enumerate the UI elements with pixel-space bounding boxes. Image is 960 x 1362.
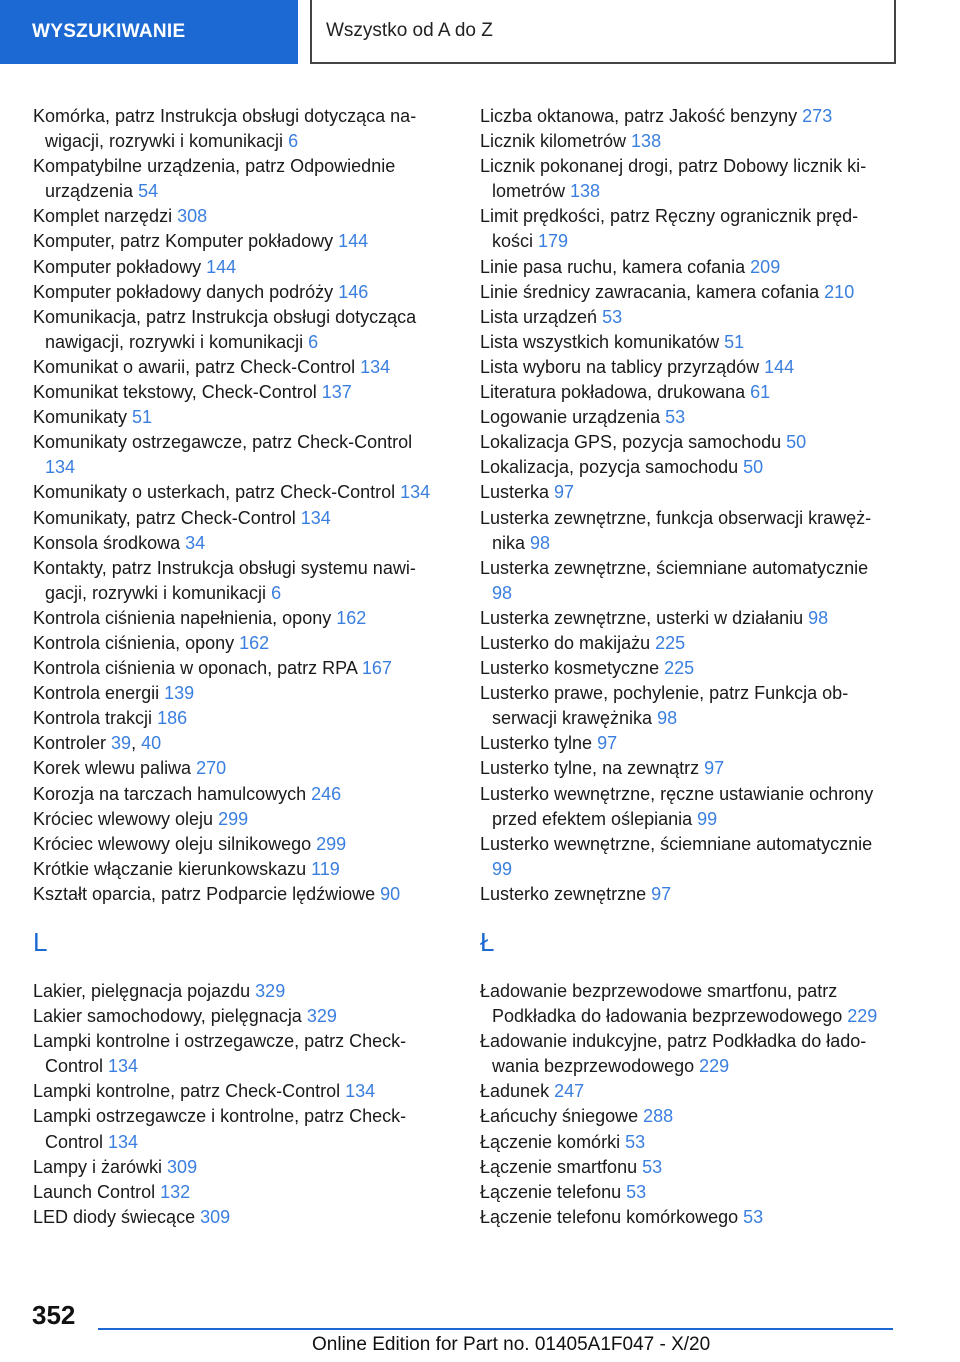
section-heading: Ł <box>480 927 495 957</box>
index-entry-text: Licznik kilometrów <box>480 131 632 152</box>
page-link[interactable]: 299 <box>316 833 347 854</box>
page-link[interactable]: 53 <box>665 407 686 428</box>
index-entry-text: Komputer pokładowy <box>33 256 207 277</box>
index-entry-text: Króciec wlewowy oleju silnikowego <box>33 833 317 854</box>
index-entry-text: Korek wlewu paliwa <box>33 758 197 779</box>
index-entry <box>33 380 443 405</box>
index-entry-text: Lampki kontrolne, patrz Check-Control <box>33 1081 346 1102</box>
page-link[interactable]: 134 <box>108 1131 139 1152</box>
page-link[interactable]: 53 <box>626 1181 647 1202</box>
index-entry-text: Komunikaty <box>33 407 133 428</box>
page-link[interactable]: 39 <box>111 733 132 754</box>
index-entry-text: LED diody świecące <box>33 1206 201 1227</box>
index-entry-text: Lampki ostrzegawcze i kontrolne, patrz Check-Control <box>33 1106 407 1152</box>
index-entry-text: Lusterko zewnętrzne <box>480 883 652 904</box>
page-link[interactable]: 40 <box>141 733 162 754</box>
index-entry-text: Komunikacja, patrz Instrukcja obsługi dotycząca nawigacji, rozrywki i komunikacji <box>33 306 417 352</box>
index-entry-text: Komplet narzędzi <box>33 206 178 227</box>
index-entry <box>480 1079 890 1104</box>
index-entry-text: Kontrola ciśnienia w oponach, patrz RPA <box>33 658 362 679</box>
index-entry-text: Lakier, pielęgnacja pojazdu <box>33 981 256 1001</box>
index-entry-text: Lakier samochodowy, pielęgnacja <box>33 1006 307 1027</box>
page-link[interactable]: 162 <box>239 632 270 653</box>
index-entry-text: Lista wszystkich komunikatów <box>480 331 725 352</box>
page-link[interactable]: 167 <box>361 658 392 679</box>
page-link[interactable]: 210 <box>824 281 855 302</box>
index-entry <box>33 656 443 681</box>
page-link[interactable]: 229 <box>699 1056 730 1077</box>
index-entry-text: Kształt oparcia, patrz Podparcie lędźwiowe <box>33 883 381 904</box>
index-entry <box>33 305 443 355</box>
index-entry <box>480 355 890 380</box>
page-link[interactable]: 6 <box>308 331 319 352</box>
index-entry <box>480 1029 890 1079</box>
page-link[interactable]: 299 <box>218 808 249 829</box>
index-entry-text: Lusterko prawe, pochylenie, patrz Funkcja obserwacji krawężnika <box>480 683 849 729</box>
index-entry <box>480 305 890 330</box>
page-link[interactable]: 97 <box>651 883 672 904</box>
index-entry <box>480 204 890 254</box>
page-link[interactable]: 225 <box>655 632 686 653</box>
index-entry-text: Lusterka zewnętrzne, funkcja obserwacji krawężnika <box>480 507 872 553</box>
index-column-right <box>480 104 890 1230</box>
page-link[interactable]: 225 <box>664 658 695 679</box>
page-link[interactable]: 309 <box>200 1206 231 1227</box>
page-title-text: Wszystko od A do Z <box>326 20 493 41</box>
page-link[interactable]: 6 <box>271 582 282 603</box>
page-link[interactable]: 179 <box>538 231 569 252</box>
page-link[interactable]: 50 <box>743 457 764 478</box>
page-link[interactable]: 144 <box>338 231 369 252</box>
index-entry-text: Logowanie urządzenia <box>480 407 666 428</box>
page-link[interactable]: 53 <box>743 1206 764 1227</box>
index-entry <box>480 656 890 681</box>
index-entry <box>480 606 890 631</box>
index-entry-text: Lokalizacja, pozycja samochodu <box>480 457 744 478</box>
index-entry <box>480 756 890 781</box>
page-link[interactable]: 97 <box>554 482 575 503</box>
index-entry <box>480 832 890 882</box>
page-link[interactable]: 137 <box>321 382 352 403</box>
page-link[interactable]: 162 <box>336 607 367 628</box>
page-link[interactable]: 61 <box>750 382 771 403</box>
index-entry <box>480 631 890 656</box>
index-entry <box>480 1155 890 1180</box>
page-link[interactable]: 99 <box>492 858 513 879</box>
page-link[interactable]: 119 <box>311 858 340 879</box>
page-link[interactable]: 51 <box>132 407 153 428</box>
index-entry <box>33 1180 443 1205</box>
index-entry-text: Komunikaty ostrzegawcze, patrz Check-Control <box>33 432 413 453</box>
page-link[interactable]: 209 <box>750 256 781 277</box>
page-link[interactable]: 90 <box>380 883 401 904</box>
index-entry <box>480 280 890 305</box>
index-entry <box>33 706 443 731</box>
index-entry-text: Ładowanie bezprzewodowe smartfonu, patrz Podkładka do ładowania bezprzewodowego <box>480 981 848 1027</box>
section-tab-label: WYSZUKIWANIE <box>32 21 186 42</box>
index-entry <box>33 255 443 280</box>
index-entry <box>33 807 443 832</box>
page-link[interactable]: 329 <box>306 1006 337 1027</box>
page-link[interactable]: 98 <box>492 582 513 603</box>
index-entry-text: Łączenie telefonu komórkowego <box>480 1206 744 1227</box>
section-heading: L <box>33 927 48 957</box>
index-entry-text: Komunikat tekstowy, Check-Control <box>33 382 322 403</box>
index-entry <box>33 882 443 907</box>
index-entry <box>480 330 890 355</box>
index-entry-text: Kontrola energii <box>33 683 165 704</box>
index-entry-text: Korozja na tarczach hamulcowych <box>33 783 312 804</box>
index-entry-text: Ładunek <box>480 1081 555 1102</box>
index-entry <box>480 1130 890 1155</box>
index-entry <box>33 405 443 430</box>
page-link[interactable]: 6 <box>288 131 299 152</box>
index-entry <box>480 681 890 731</box>
page-link[interactable]: 186 <box>157 708 188 729</box>
page-number: 352 <box>32 1300 76 1330</box>
index-entry-text: Lusterko kosmetyczne <box>480 658 665 679</box>
index-entry <box>480 255 890 280</box>
page-link[interactable]: 53 <box>602 306 623 327</box>
index-entry <box>33 1079 443 1104</box>
index-entry <box>33 857 443 882</box>
index-entry-text: Ładowanie indukcyjne, patrz Podkładka do ładowania bezprzewodowego <box>480 1031 867 1077</box>
index-entry-text: Kontroler <box>33 733 112 754</box>
index-entry <box>33 204 443 229</box>
index-entry: Kontroler 39, 40 <box>33 733 162 754</box>
page-link[interactable]: 53 <box>625 1131 646 1152</box>
index-entry-text: Limit prędkości, patrz Ręczny ogranicznik prędkości <box>480 206 859 252</box>
index-entry <box>33 480 443 505</box>
page-link[interactable]: 273 <box>802 106 833 126</box>
index-entry <box>33 104 443 154</box>
page-link[interactable]: 270 <box>196 758 227 779</box>
index-entry-text: Łączenie komórki <box>480 1131 626 1152</box>
page-link[interactable]: 99 <box>697 808 718 829</box>
index-entry <box>33 229 443 254</box>
page-link[interactable]: 134 <box>360 356 391 377</box>
index-entry-text: Kontrola ciśnienia napełnienia, opony <box>33 607 337 628</box>
index-entry <box>33 606 443 631</box>
page-link[interactable]: 146 <box>338 281 369 302</box>
index-entry <box>33 1104 443 1154</box>
index-entry-text: Komunikaty, patrz Check-Control <box>33 507 301 528</box>
index-entry-text: Licznik pokonanej drogi, patrz Dobowy licznik kilometrów <box>480 156 867 202</box>
index-entry-text: Lista wyboru na tablicy przyrządów <box>480 356 765 377</box>
index-entry <box>33 782 443 807</box>
page-link[interactable]: 144 <box>206 256 237 277</box>
index-entry-text: Komunikaty o usterkach, patrz Check-Control <box>33 482 401 503</box>
index-entry-text: Komputer pokładowy danych podróży <box>33 281 339 302</box>
index-entry-text: Lusterko wewnętrzne, ręczne ustawianie ochrony przed efektem oślepiania <box>480 783 874 829</box>
index-entry <box>33 1029 443 1079</box>
index-entry <box>480 104 890 129</box>
index-entry-text: Lampki kontrolne i ostrzegawcze, patrz Check-Control <box>33 1031 407 1077</box>
page-link[interactable]: 51 <box>724 331 745 352</box>
page-link[interactable]: 138 <box>631 131 662 152</box>
page-link[interactable]: 53 <box>642 1156 663 1177</box>
index-entry <box>480 129 890 154</box>
index-entry <box>33 832 443 857</box>
index-entry <box>480 979 890 1029</box>
index-entry <box>33 556 443 606</box>
index-entry-text: Lampy i żarówki <box>33 1156 168 1177</box>
index-entry <box>33 1155 443 1180</box>
page-link[interactable]: 134 <box>400 482 431 503</box>
index-entry-text: Króciec wlewowy oleju <box>33 808 219 829</box>
index-entry-text: Krótkie włączanie kierunkowskazu <box>33 858 312 879</box>
index-entry-text: Linie średnicy zawracania, kamera cofania <box>480 281 825 302</box>
index-entry <box>33 756 443 781</box>
page-link[interactable]: 34 <box>185 532 206 553</box>
index-entry-text: Kontrola trakcji <box>33 708 158 729</box>
index-entry <box>480 430 890 455</box>
index-entry-text: Konsola środkowa <box>33 532 186 553</box>
page-link[interactable]: 98 <box>657 708 678 729</box>
page-link[interactable]: 97 <box>597 733 618 754</box>
page-link[interactable]: 308 <box>177 206 208 227</box>
index-entry <box>480 506 890 556</box>
page-link[interactable]: 288 <box>643 1106 674 1127</box>
page-link[interactable]: 329 <box>255 981 286 1001</box>
page-link[interactable]: 229 <box>847 1006 878 1027</box>
index-entry <box>480 405 890 430</box>
index-entry-text: Lusterko tylne, na zewnątrz <box>480 758 705 779</box>
page-link[interactable]: 98 <box>530 532 551 553</box>
index-entry <box>480 380 890 405</box>
index-entry-text: Lusterko tylne <box>480 733 598 754</box>
index-entry-text: Launch Control <box>33 1181 161 1202</box>
index-entry-text: Lusterka zewnętrzne, usterki w działaniu <box>480 607 809 628</box>
index-entry <box>480 455 890 480</box>
page-link[interactable]: 98 <box>808 607 829 628</box>
index-entry-text: Łączenie smartfonu <box>480 1156 643 1177</box>
index-entry-text: Lista urządzeń <box>480 306 603 327</box>
index-entry-text: Kontakty, patrz Instrukcja obsługi systemu nawigacji, rozrywki i komunikacji <box>33 557 416 603</box>
page-link[interactable]: 134 <box>45 457 76 478</box>
page-link[interactable]: 97 <box>704 758 725 779</box>
index-entry <box>33 154 443 204</box>
index-entry <box>480 1104 890 1129</box>
index-entry <box>33 531 443 556</box>
page-link[interactable]: 54 <box>138 181 159 202</box>
index-entry <box>480 731 890 756</box>
index-entry <box>480 480 890 505</box>
page-link[interactable]: 138 <box>570 181 601 202</box>
index-entry <box>480 1180 890 1205</box>
index-entry <box>480 882 890 907</box>
index-entry <box>33 681 443 706</box>
index-entry-text: Lusterko do makijażu <box>480 632 656 653</box>
index-entry-text: Komputer, patrz Komputer pokładowy <box>33 231 339 252</box>
page-link[interactable]: 134 <box>300 507 331 528</box>
page-link[interactable]: 246 <box>311 783 342 804</box>
index-entry-text: Lusterko wewnętrzne, ściemniane automatycznie <box>480 833 873 854</box>
index-entry <box>33 355 443 380</box>
index-entry-text: Lusterka zewnętrzne, ściemniane automatycznie <box>480 557 869 578</box>
index-entry-text: Kompatybilne urządzenia, patrz Odpowiednie urządzenia <box>33 156 396 202</box>
index-entry <box>480 154 890 204</box>
page-link[interactable]: 247 <box>554 1081 585 1102</box>
index-entry <box>33 280 443 305</box>
index-entry <box>480 556 890 606</box>
page-link[interactable]: 132 <box>160 1181 191 1202</box>
page-link[interactable]: 309 <box>167 1156 198 1177</box>
index-entry-text: Łączenie telefonu <box>480 1181 627 1202</box>
index-entry <box>33 631 443 656</box>
index-entry-text: Komórka, patrz Instrukcja obsługi dotycząca nawigacji, rozrywki i komunikacji <box>33 106 417 152</box>
index-entry <box>33 979 443 1004</box>
page-link[interactable]: 50 <box>786 432 807 453</box>
index-entry-text: Linie pasa ruchu, kamera cofania <box>480 256 751 277</box>
page-link[interactable]: 134 <box>345 1081 376 1102</box>
index-entry-text: Liczba oktanowa, patrz Jakość benzyny <box>480 106 803 126</box>
index-entry <box>33 1004 443 1029</box>
index-entry <box>33 1205 443 1230</box>
page-title <box>312 0 896 64</box>
index-entry-text: Literatura pokładowa, drukowana <box>480 382 751 403</box>
section-tab[interactable] <box>0 0 298 64</box>
index-entry <box>480 782 890 832</box>
index-entry <box>33 430 443 480</box>
page-link[interactable]: 144 <box>764 356 795 377</box>
footer-divider <box>98 1328 893 1330</box>
page-link[interactable]: 139 <box>164 683 195 704</box>
index-entry <box>33 506 443 531</box>
index-entry-text: Lusterka <box>480 482 555 503</box>
index-entry <box>480 1205 890 1230</box>
footer-edition: Online Edition for Part no. 01405A1F047 - X/20 <box>312 1334 711 1355</box>
page-link[interactable]: 134 <box>108 1056 139 1077</box>
index-entry-text: Komunikat o awarii, patrz Check-Control <box>33 356 361 377</box>
index-entry-text: Lokalizacja GPS, pozycja samochodu <box>480 432 787 453</box>
index-column-left <box>33 104 443 1230</box>
index-entry-text: Kontrola ciśnienia, opony <box>33 632 240 653</box>
index-entry-text: Łańcuchy śniegowe <box>480 1106 644 1127</box>
